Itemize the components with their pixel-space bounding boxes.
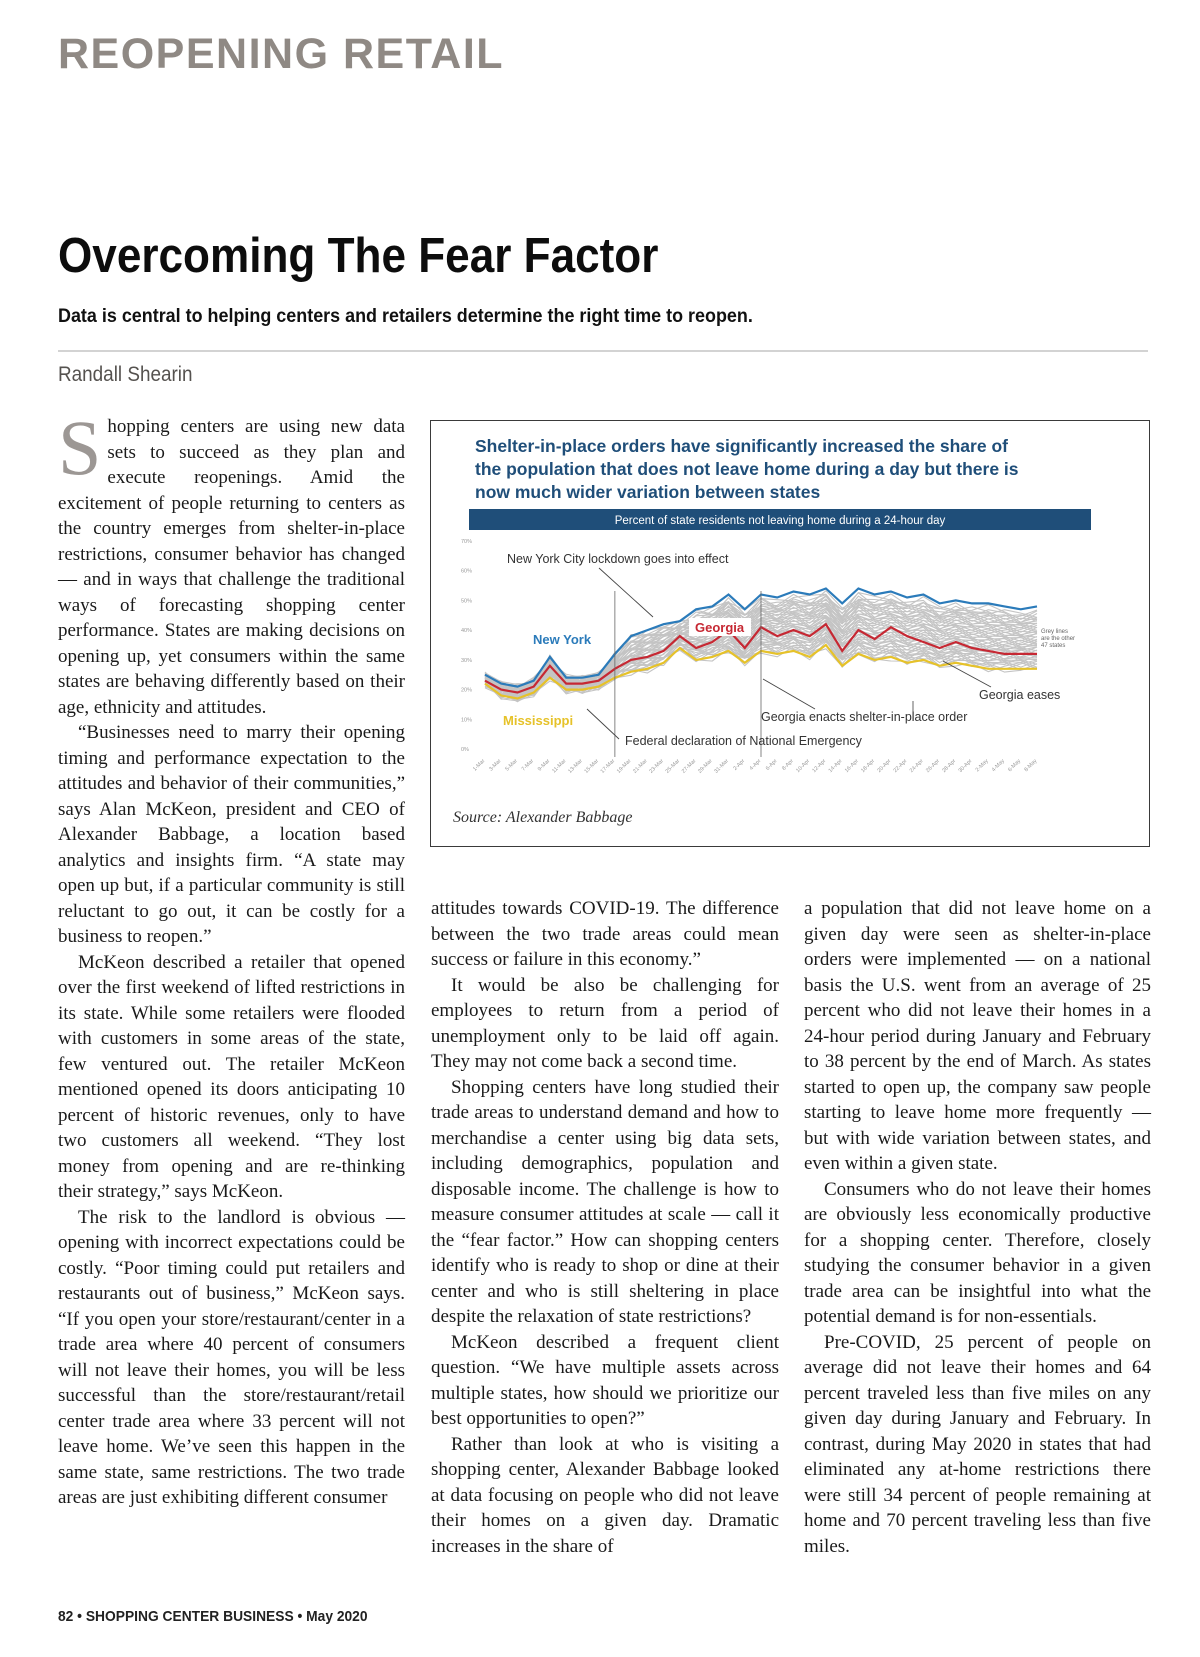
paragraph: McKeon described a frequent client question. “We have multiple assets across multiple states, how should we prioritize our best opportunities to open?” (431, 1331, 779, 1429)
paragraph: Shopping centers are using new data sets to succeed as they plan and execute reopenings. Amid the excitement of people returning to centers as the country emerges from shelter-in-place restrictions, consumer behavior has changed — and in ways that challenge the traditional ways of forecasting shopping center performance. States are making decisions on opening up, yet consumers within the same states are behaving differently based on their age, ethnicity and attitudes. (58, 404, 405, 718)
page-footer: 82 • SHOPPING CENTER BUSINESS • May 2020 (58, 1608, 368, 1625)
x-tick-label: 12-Apr (811, 758, 828, 775)
text-column-1 (58, 404, 405, 1511)
y-tick-label: 0% (461, 747, 469, 753)
x-tick-label: 9-Mar (536, 758, 552, 773)
paragraph: Consumers who do not leave their homes are obviously less economically productive for a shopping center. Therefore, closely studying the consumer behavior in a given trade area can be insightful into what the potential demand is for non-essentials. (804, 1178, 1151, 1327)
y-tick-label: 40% (461, 628, 473, 635)
article-dek: Data is central to helping centers and retailers determine the right time to reopen. (58, 305, 753, 327)
paragraph: It would be also be challenging for employees to return from a period of unemployment only to be laid off again. They may not come back a second time. (431, 974, 779, 1072)
chart-banner-text: Percent of state residents not leaving home during a 24-hour day (614, 515, 946, 527)
x-tick-label: 8-Apr (781, 758, 795, 772)
x-tick-label: 4-May (990, 758, 1006, 774)
x-tick-label: 4-Apr (748, 758, 763, 772)
drop-cap: S (58, 404, 102, 491)
grey-lines-note: Grey lines (1041, 629, 1069, 635)
x-tick-label: 10-Apr (795, 758, 812, 775)
annotation-nyc-lockdown: New York City lockdown goes into effect (507, 552, 729, 566)
paragraph: “Businesses need to marry their opening timing and performance expectation to the attitudes and behavior of their communities,” says Alan McKeon, president and CEO of Alexander Babbage, a location based analytics and insights firm. “A state may open up but, if a particular community is still reluctant to go out, it can be costly for a business to reopen.” (58, 722, 405, 947)
x-tick-label: 27-Mar (680, 758, 698, 775)
grey-lines-note: 47 states (1041, 643, 1066, 649)
x-tick-label: 5-Mar (504, 758, 519, 773)
byline: Randall Shearin (58, 363, 193, 386)
x-tick-label: 20-Apr (876, 758, 893, 775)
x-tick-label: 15-Mar (583, 758, 601, 775)
x-tick-label: 14-Apr (827, 758, 844, 775)
section-label: REOPENING RETAIL (58, 30, 505, 78)
x-tick-label: 3-Mar (488, 758, 503, 773)
x-tick-label: 13-Mar (567, 758, 584, 775)
paragraph: Rather than look at who is visiting a shopping center, Alexander Babbage looked at data focusing on people who did not leave their homes on a given day. Dramatic increases in the share of (431, 1433, 779, 1557)
x-tick-label: 16-Apr (843, 758, 860, 775)
y-tick-label: 20% (461, 687, 473, 694)
annotation-arrow (599, 568, 653, 617)
paragraph: McKeon described a retailer that opened over the first weekend of lifted restrictions in its state. While some retailers were flooded with customers in some areas of the state, few ventured out. The retailer McKeon mentioned opened its doors anticipating 10 percent of historic revenues, only to have two customers all weekend. “They lost money from opening and are re-thinking their strategy,” says McKeon. (58, 951, 405, 1202)
x-tick-label: 11-Mar (551, 758, 568, 775)
x-tick-label: 22-Apr (892, 758, 909, 775)
text-column-2 (431, 896, 779, 1559)
paragraph: a population that did not leave home on a given day were seen as shelter-in-place orders were implemented — on a national basis the U.S. went from an average of 25 percent who did not leave their homes in a 24-hour period during January and February to 38 percent by the end of March. As states started to open up, the company saw people starting to leave home more frequently — but with wide variation between states, and even within a given state. (804, 898, 1151, 1174)
text-column-3 (804, 896, 1151, 1559)
divider (58, 350, 1148, 352)
y-tick-label: 30% (461, 657, 473, 664)
series-label-georgia: Georgia (695, 620, 745, 635)
x-tick-label: 6-Apr (764, 758, 779, 772)
x-tick-label: 25-Mar (664, 758, 682, 775)
annotation-georgia-order: Georgia enacts shelter-in-place order (761, 710, 968, 724)
shelter-chart (431, 421, 1148, 845)
figure-source: Source: Alexander Babbage (453, 809, 633, 826)
x-tick-label: 28-Apr (941, 758, 958, 775)
x-tick-label: 24-Apr (908, 758, 925, 775)
x-tick-label: 2-Apr (732, 758, 747, 772)
x-tick-label: 6-May (1007, 758, 1023, 774)
annotation-arrow (763, 679, 815, 709)
x-tick-label: 8-May (1023, 758, 1039, 774)
x-tick-label: 18-Apr (860, 758, 877, 775)
series-label-new-york: New York (533, 632, 592, 647)
grey-lines-note: are the other (1041, 636, 1076, 642)
annotation-arrow (587, 709, 619, 739)
chart-figure (430, 420, 1150, 847)
chart-title-line-2: the population that does not leave home during a day but there is (475, 459, 1019, 479)
x-tick-label: 1-Mar (472, 758, 487, 773)
article-title: Overcoming The Fear Factor (58, 229, 659, 283)
y-tick-label: 10% (461, 717, 473, 724)
paragraph: attitudes towards COVID-19. The difference between the two trade areas could mean success or failure in this economy.” (431, 898, 779, 970)
y-tick-label: 70% (461, 539, 473, 545)
annotation-georgia-eases: Georgia eases (979, 688, 1061, 702)
x-tick-label: 29-Mar (697, 758, 714, 775)
paragraph: Pre-COVID, 25 percent of people on average did not leave their homes and 64 percent traveled less than five miles on any given day during January and February. In contrast, during May 2020 in states that had eliminated any at-home restrictions there were still 34 percent of people remaining at home and 70 percent traveling less than five miles. (804, 1331, 1151, 1557)
x-tick-label: 30-Apr (957, 758, 974, 775)
x-tick-label: 21-Mar (632, 758, 649, 775)
paragraph: The risk to the landlord is obvious — opening with incorrect expectations could be costly. “Poor timing could put retailers and restaurants out of business,” McKeon says. “If you open your store/restaurant/center in a trade area where 40 percent of consumers will not leave their homes, you will be less successful than the store/restaurant/retail center trade area where 33 percent will not leave home. We’ve seen this happen in the same state, same restrictions. The two trade areas are just exhibiting different consumer (58, 1206, 405, 1508)
x-tick-label: 19-Mar (615, 758, 633, 775)
x-tick-label: 23-Mar (648, 758, 666, 775)
annotation-federal-emergency: Federal declaration of National Emergency (625, 734, 862, 748)
x-tick-label: 17-Mar (599, 758, 617, 775)
x-tick-label: 31-Mar (713, 758, 730, 775)
x-tick-label: 7-Mar (520, 758, 536, 773)
x-tick-label: 26-Apr (925, 758, 942, 775)
y-tick-label: 60% (461, 568, 473, 575)
chart-title-line-3: now much wider variation between states (475, 482, 821, 502)
series-label-mississippi: Mississippi (503, 713, 574, 728)
paragraph: Shopping centers have long studied their trade areas to understand demand and how to merchandise a center using big data sets, including demographics, population and disposable income. The challenge is how to measure consumer attitudes at scale — call it the “fear factor.” How can shopping centers identify who is ready to shop or dine at their center and who is still sheltering in place despite the relaxation of state restrictions? (431, 1076, 779, 1327)
chart-title-line-1: Shelter-in-place orders have significantly increased the share of (475, 436, 1008, 456)
y-tick-label: 50% (461, 598, 473, 605)
x-tick-label: 2-May (974, 758, 990, 774)
